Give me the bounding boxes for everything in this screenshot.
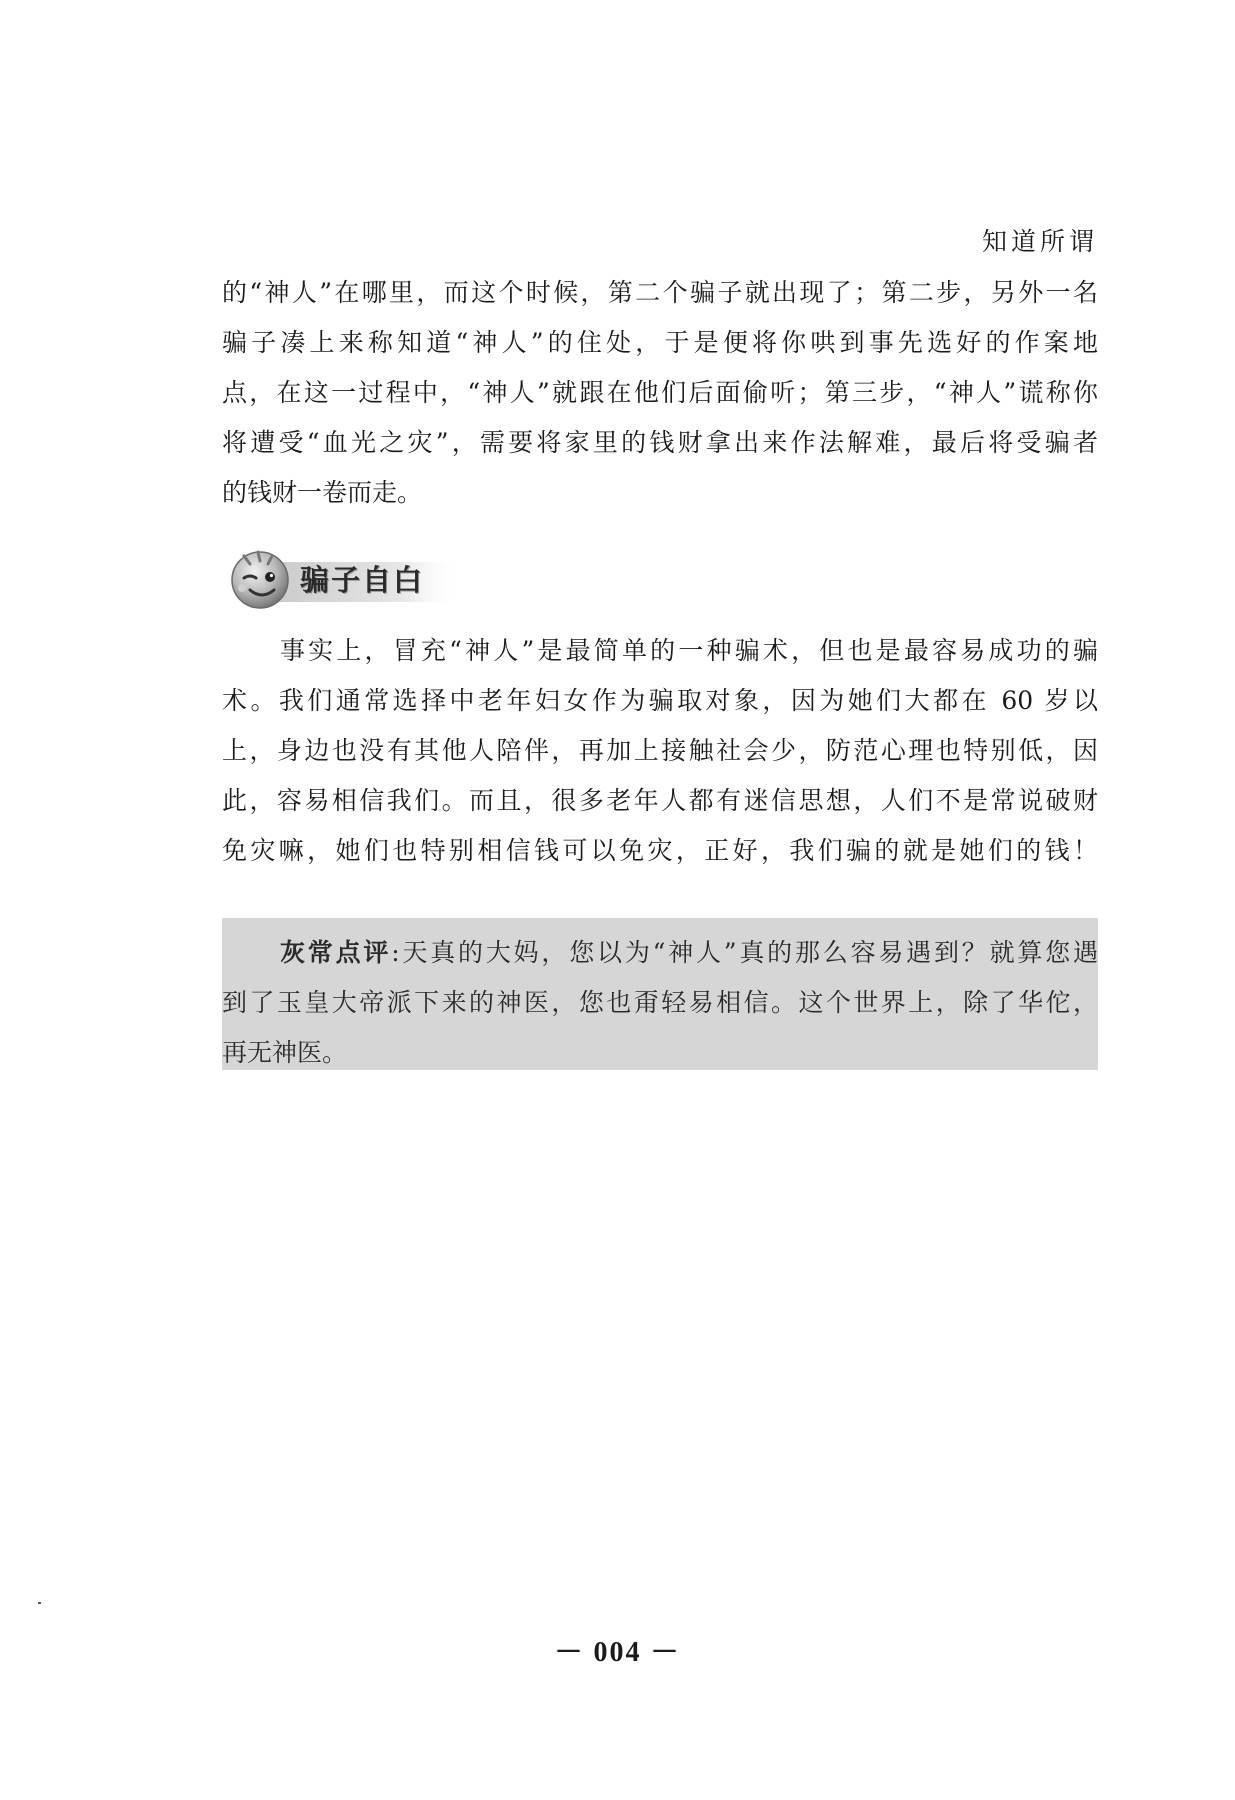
comment-text: :天真的大妈，您以为“神人”真的那么容易遇到？就算您遇 — [391, 938, 1098, 967]
paragraph-scam-steps — [222, 268, 1098, 518]
text-line: 此，容易相信我们。而且，很多老年人都有迷信思想，人们不是常说破财 — [222, 786, 1098, 815]
text-line: 骗子凑上来称知道“神人”的住处，于是便将你哄到事先选好的作案地 — [222, 328, 1098, 357]
section-title: 骗子自白 — [300, 563, 425, 597]
continued-text-fragment: 知道所谓 — [981, 227, 1098, 256]
comment-line — [222, 928, 1098, 978]
text-line: 点，在这一过程中，“神人”就跟在他们后面偷听；第三步，“神人”谎称你 — [222, 378, 1098, 407]
text-line: 的“神人”在哪里，而这个时候，第二个骗子就出现了；第二步，另外一名 — [222, 278, 1098, 307]
section-heading — [222, 548, 462, 612]
comment-line: 再无神医。 — [222, 1038, 348, 1067]
text-line: 事实上，冒充“神人”是最简单的一种骗术，但也是最容易成功的骗 — [280, 636, 1098, 665]
paragraph-confession — [222, 626, 1098, 876]
text-line: 将遭受“血光之灾”，需要将家里的钱财拿出来作法解难，最后将受骗者 — [222, 428, 1098, 457]
text-line: 上，身边也没有其他人陪伴，再加上接触社会少，防范心理也特别低，因 — [222, 736, 1098, 765]
text-line: 免灾嘛，她们也特别相信钱可以免灾，正好，我们骗的就是她们的钱！ — [222, 836, 1098, 865]
comment-label: 灰常点评 — [280, 938, 392, 967]
page-number: － 004 － — [554, 1637, 681, 1668]
scan-speck — [38, 1602, 41, 1604]
text-line: 术。我们通常选择中老年妇女作为骗取对象，因为她们大都在 60 岁以 — [222, 686, 1098, 715]
comment-box — [222, 918, 1098, 1070]
text-line: 的钱财一卷而走。 — [222, 478, 423, 507]
comment-line: 到了玉皇大帝派下来的神医，您也甭轻易相信。这个世界上，除了华佗， — [222, 988, 1098, 1017]
